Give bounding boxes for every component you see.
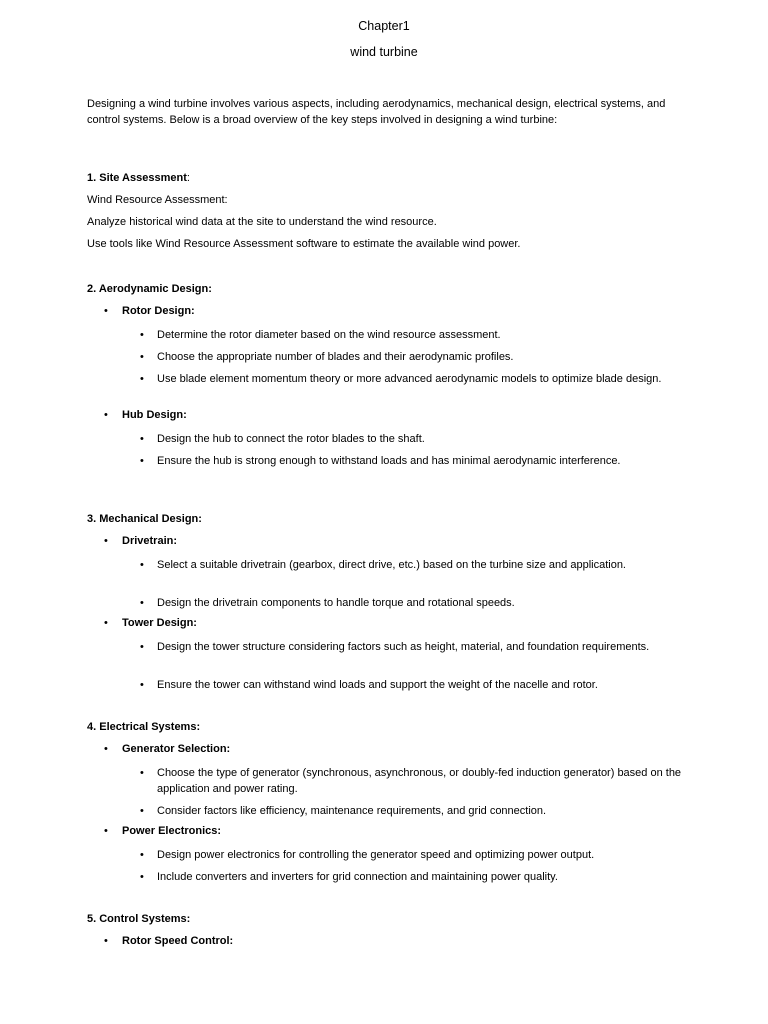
chapter-title: Chapter1 bbox=[358, 19, 410, 33]
list-item bbox=[140, 803, 685, 819]
bullet-icon: • bbox=[140, 871, 144, 883]
subsection-label: Generator Selection: bbox=[122, 743, 231, 755]
bullet-icon: • bbox=[140, 767, 144, 779]
bullet-icon: • bbox=[140, 373, 144, 385]
section-1-title: 1. Site Assessment bbox=[87, 172, 187, 184]
subsection-label: Power Electronics: bbox=[122, 825, 222, 837]
list-item-text: Ensure the tower can withstand wind loads and support the weight of the nacelle and rotor. bbox=[157, 679, 598, 691]
subsection-label: Tower Design: bbox=[122, 617, 197, 629]
section-4-heading: 4. Electrical Systems: bbox=[87, 721, 201, 733]
bullet-icon: • bbox=[104, 743, 108, 755]
subsection-label: Rotor Design: bbox=[122, 305, 195, 317]
bullet-icon: • bbox=[140, 433, 144, 445]
section-1-line: Analyze historical wind data at the site to understand the wind resource. bbox=[87, 216, 437, 228]
subsection-power-electronics bbox=[104, 825, 221, 837]
subsection-label: Hub Design: bbox=[122, 409, 187, 421]
bullet-icon: • bbox=[104, 305, 108, 317]
subsection-generator-selection bbox=[104, 743, 230, 755]
bullet-icon: • bbox=[140, 351, 144, 363]
list-item-text: Design power electronics for controlling the generator speed and optimizing power output. bbox=[157, 849, 595, 861]
list-item-text: Include converters and inverters for grid connection and maintaining power quality. bbox=[157, 871, 558, 883]
list-item-text: Consider factors like efficiency, maintenance requirements, and grid connection. bbox=[157, 805, 547, 817]
list-item-text: Design the drivetrain components to handle torque and rotational speeds. bbox=[157, 597, 515, 609]
bullet-icon: • bbox=[140, 679, 144, 691]
list-item-text: Choose the type of generator (synchronous, asynchronous, or doubly-fed induction generator) based on the application and power rating. bbox=[157, 767, 682, 795]
section-2-heading: 2. Aerodynamic Design: bbox=[87, 283, 212, 295]
subsection-drivetrain bbox=[104, 535, 177, 547]
bullet-icon: • bbox=[140, 805, 144, 817]
list-item bbox=[140, 371, 685, 387]
subsection-tower-design bbox=[104, 617, 197, 629]
section-5-heading: 5. Control Systems: bbox=[87, 913, 191, 925]
section-1-line: Use tools like Wind Resource Assessment software to estimate the available wind power. bbox=[87, 238, 521, 250]
subsection-hub-design bbox=[104, 409, 187, 421]
subsection-rotor-design bbox=[104, 305, 195, 317]
list-item bbox=[140, 453, 685, 469]
list-item bbox=[140, 349, 685, 365]
list-item-text: Design the tower structure considering factors such as height, material, and foundation requirements. bbox=[157, 641, 650, 653]
bullet-icon: • bbox=[104, 617, 108, 629]
bullet-icon: • bbox=[104, 825, 108, 837]
list-item-text: Choose the appropriate number of blades and their aerodynamic profiles. bbox=[157, 351, 514, 363]
list-item bbox=[140, 677, 685, 693]
bullet-icon: • bbox=[140, 597, 144, 609]
list-item bbox=[140, 431, 685, 447]
bullet-icon: • bbox=[104, 935, 108, 947]
section-1-line: Wind Resource Assessment: bbox=[87, 194, 228, 206]
list-item-text: Select a suitable drivetrain (gearbox, direct drive, etc.) based on the turbine size and application. bbox=[157, 559, 626, 571]
section-1-colon: : bbox=[186, 172, 190, 184]
bullet-icon: • bbox=[104, 409, 108, 421]
list-item bbox=[140, 639, 685, 655]
list-item bbox=[140, 847, 685, 863]
subsection-rotor-speed-control bbox=[104, 935, 233, 947]
bullet-icon: • bbox=[140, 329, 144, 341]
bullet-icon: • bbox=[140, 849, 144, 861]
bullet-icon: • bbox=[104, 535, 108, 547]
list-item-text: Design the hub to connect the rotor blades to the shaft. bbox=[157, 433, 425, 445]
bullet-icon: • bbox=[140, 455, 144, 467]
section-1-heading bbox=[87, 172, 190, 184]
list-item bbox=[140, 869, 685, 885]
bullet-icon: • bbox=[140, 641, 144, 653]
list-item-text: Determine the rotor diameter based on the wind resource assessment. bbox=[157, 329, 501, 341]
section-3-heading: 3. Mechanical Design: bbox=[87, 513, 202, 525]
list-item bbox=[140, 557, 685, 573]
intro-paragraph: Designing a wind turbine involves various aspects, including aerodynamics, mechanical design, electrical systems, and control systems. Below is a broad overview of the key steps involved in designing a wind turbine: bbox=[87, 98, 666, 126]
list-item bbox=[140, 765, 685, 797]
list-item-text: Use blade element momentum theory or more advanced aerodynamic models to optimize blade design. bbox=[157, 373, 662, 385]
subsection-label: Drivetrain: bbox=[122, 535, 178, 547]
list-item bbox=[140, 327, 685, 343]
subsection-label: Rotor Speed Control: bbox=[122, 935, 234, 947]
list-item bbox=[140, 595, 685, 611]
bullet-icon: • bbox=[140, 559, 144, 571]
list-item-text: Ensure the hub is strong enough to withstand loads and has minimal aerodynamic interference. bbox=[157, 455, 621, 467]
document-subtitle: wind turbine bbox=[350, 45, 418, 59]
